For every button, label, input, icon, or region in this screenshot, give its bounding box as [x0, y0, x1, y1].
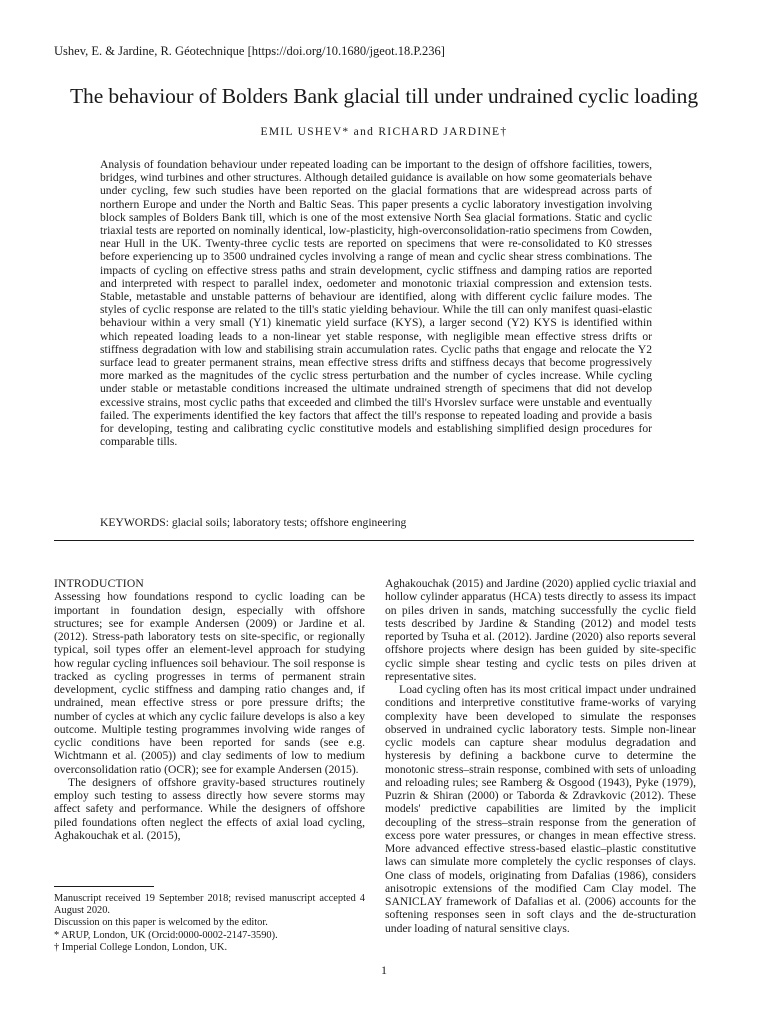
section-heading-introduction: INTRODUCTION: [54, 577, 144, 590]
citation-header: Ushev, E. & Jardine, R. Géotechnique [https://doi.org/10.1680/jgeot.18.P.236]: [54, 44, 445, 58]
author-list: EMIL USHEV* and RICHARD JARDINE†: [260, 126, 508, 138]
body-column-left: [54, 577, 365, 842]
footnote-affiliation-2: † Imperial College London, London, UK.: [54, 941, 228, 953]
paper-title: The behaviour of Bolders Bank glacial till under undrained cyclic loading: [70, 84, 698, 108]
footnote-divider: [54, 886, 154, 887]
body-paragraph: Aghakouchak (2015) and Jardine (2020) applied cyclic triaxial and hollow cylinder apparatus (HCA) tests directly to assess its impact on piles driven in sands, matching successfully the cyclic field tests described by Jardine & Standing (2012) and model tests reported by Tsuha et al. (2012). Jardine (2020) also reports several offshore projects where design has been guided by site-specific cyclic simple shear testing and cyclic tests on piles driven at representative sites.: [385, 577, 696, 683]
body-column-right: [385, 577, 696, 935]
footnote-discussion: Discussion on this paper is welcomed by the editor.: [54, 917, 268, 929]
page-number: 1: [381, 963, 387, 977]
abstract: Analysis of foundation behaviour under repeated loading can be important to the design of offshore facilities, towers, bridges, wind turbines and other structures. Although detailed guidance is available on how some geomaterials behave under cycling, few such studies have been reported on the glacial formations that are widespread across parts of northern Europe and under the North and Baltic Seas. This paper presents a cyclic laboratory investigation involving block samples of Bolders Bank till, which is one of the most extensive North Sea glacial formations. Static and cyclic triaxial tests are reported on nominally identical, low-plasticity, high-overconsolidation-ratio specimens from Cowden, near Hull in the UK. Twenty-three cyclic tests are reported on specimens that were re-consolidated to K0 stresses before experiencing up to 3500 undrained cycles involving a range of mean and cyclic shear stress combinations. The impacts of cycling on effective stress paths and strain development, cyclic stiffness and damping ratios are reported and interpreted with respect to parallel index, oedometer and monotonic triaxial compression and extension tests. Stable, metastable and unstable patterns of behaviour are identified, along with different cyclic failure modes. The styles of cyclic response are related to the till's static yielding behaviour. While the till can only manifest quasi-elastic behaviour within a very small (Y1) kinematic yield surface (KYS), a larger second (Y2) KYS is identified within which repeated loading leads to a non-linear yet stable response, with negligible mean effective stress drifts or stiffness degradation with low and stabilising strain accumulation rates. Cyclic paths that engage and relocate the Y2 surface lead to greater permanent strains, mean effective stress drifts and stiffness decays that become progressively more marked as the magnitudes of the cyclic stress perturbation and the number of cycles increase. While cycling under stable or metastable conditions increased the ultimate undrained strength of specimens that did not develop excessive strains, most cyclic paths that exceeded and climbed the till's Hvorslev surface were unstable and eventually failed. The experiments identified the key factors that affect the till's response to repeated loading and provide a basis for developing, testing and calibrating cyclic constitutive models and establishing simplified design procedures for comparable tills.: [100, 158, 652, 449]
footnote-manuscript: Manuscript received 19 September 2018; revised manuscript accepted 4 August 2020.: [54, 893, 365, 917]
section-divider: [54, 540, 694, 541]
body-paragraph: The designers of offshore gravity-based structures routinely employ such testing to assess directly how severe storms may affect safety and performance. While the designers of offshore piled foundations often neglect the effects of axial load cycling, Aghakouchak et al. (2015),: [54, 775, 365, 842]
body-paragraph: Load cycling often has its most critical impact under undrained conditions and interpretive constitutive frame-works of varying complexity have been developed to simulate the responses observed in undrained cyclic laboratory tests. Simple non-linear cyclic models can capture shear modulus degradation and hysteresis by defining a backbone curve to determine the monotonic stress–strain response, combined with sets of unloading and reloading rules; see Ramberg & Osgood (1943), Pyke (1979), Puzrin & Shiran (2000) or Taborda & Zdravkovic (2012). These models' predictive capabilities are limited by the implicit decoupling of the stress–strain response from the generation of excess pore water pressures, or changes in mean effective stress. More advanced effective stress-based elastic–plastic constitutive laws can simulate more completely the cyclic responses of clays. One class of models, originating from Dafalias (1986), considers anisotropic extensions of the modified Cam Clay model. The SANICLAY framework of Dafalias et al. (2006) accounts for the softening responses seen in soft clays and the de-structuration under loading of natural sensitive clays.: [385, 683, 696, 935]
footnotes: [54, 893, 365, 954]
keywords: KEYWORDS: glacial soils; laboratory tests; offshore engineering: [100, 516, 407, 529]
footnote-affiliation-1: * ARUP, London, UK (Orcid:0000-0002-2147-3590).: [54, 929, 278, 941]
body-paragraph: Assessing how foundations respond to cyclic loading can be important in foundation design, especially with offshore structures; see for example Andersen (2009) or Jardine et al. (2012). Stress-path laboratory tests on site-specific, or regionally typical, soil types offer an element-level approach for studying how regular cycling influences soil behaviour. The soil response is tracked as cycling progresses in terms of permanent strain development, cyclic stiffness and damping ratio changes and, if undrained, mean effective stress or pore pressure drifts; the number of cycles at which any cyclic failure develops is also a key outcome. Multiple testing programmes involving wide ranges of cyclic conditions have been reported for sands (see e.g. Wichtmann et al. (2005)) and clay sediments of low to medium overconsolidation ratio (OCR); see for example Andersen (2015).: [54, 590, 365, 776]
